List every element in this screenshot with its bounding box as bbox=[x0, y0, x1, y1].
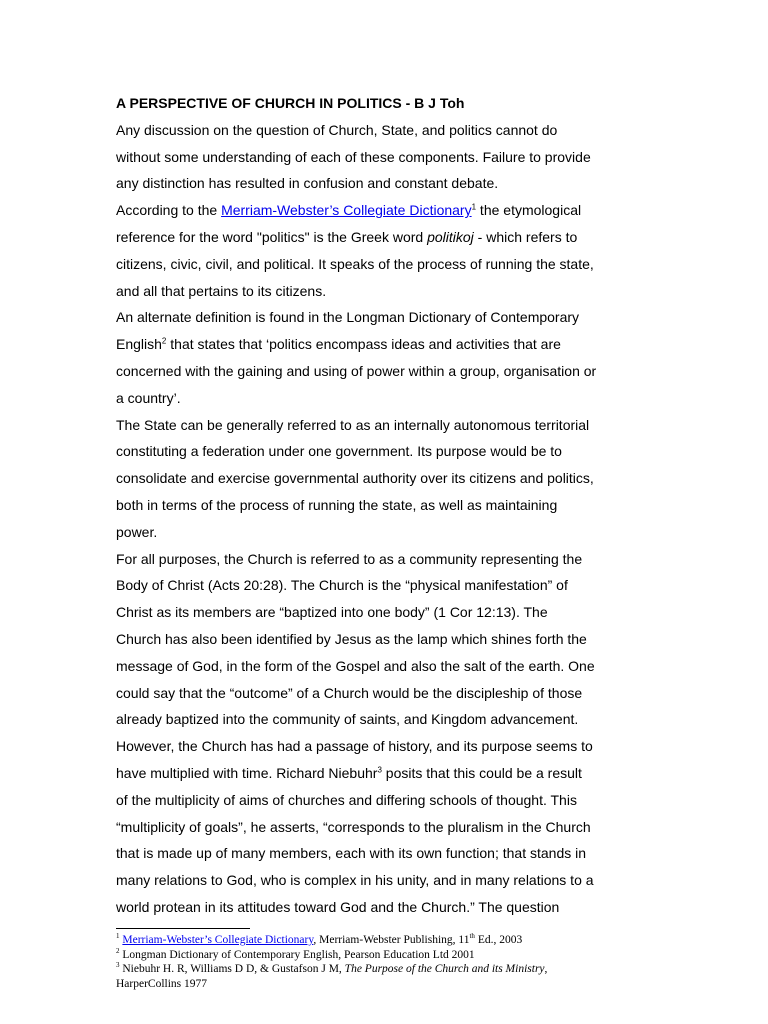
text-line: Any discussion on the question of Church, State, and politics cannot do bbox=[116, 121, 558, 138]
book-title: The Purpose of the Church and its Ministry bbox=[344, 963, 545, 975]
document-body bbox=[116, 90, 656, 921]
footnote-ref-3[interactable]: 3 bbox=[377, 765, 382, 775]
footnote-ordinal: th bbox=[469, 932, 475, 941]
text-line bbox=[116, 760, 656, 787]
text-line: concerned with the gaining and using of power within a group, organisation or bbox=[116, 362, 597, 379]
text-line: citizens, civic, civil, and political. It speaks of the process of running the state, bbox=[116, 255, 594, 272]
greek-term: politikoj bbox=[427, 228, 474, 245]
text-line: any distinction has resulted in confusion and constant debate. bbox=[116, 175, 499, 192]
footnote-text: , bbox=[544, 963, 548, 975]
footnote-number: 3 bbox=[116, 961, 120, 970]
footnote-number: 1 bbox=[116, 932, 120, 941]
text-line: constituting a federation under one government. Its purpose would be to bbox=[116, 443, 562, 460]
text-line: and all that pertains to its citizens. bbox=[116, 282, 327, 299]
text-line: both in terms of the process of running the state, as well as maintaining bbox=[116, 496, 558, 513]
footnote-ref-2[interactable]: 2 bbox=[161, 336, 167, 346]
text-line: without some understanding of each of these components. Failure to provide bbox=[116, 148, 591, 165]
text-line: a country’. bbox=[116, 389, 181, 406]
text-line: “multiplicity of goals”, he asserts, “corresponds to the pluralism in the Church bbox=[116, 818, 591, 835]
footnote-dictionary-link[interactable]: Merriam-Webster’s Collegiate Dictionary bbox=[122, 934, 314, 946]
text-run: the etymological bbox=[476, 202, 582, 219]
dictionary-link[interactable]: Merriam-Webster’s Collegiate Dictionary bbox=[221, 202, 472, 219]
text-run: According to the bbox=[116, 202, 222, 219]
text-line: that is made up of many members, each with its own function; that stands in bbox=[116, 845, 587, 862]
footnote-2 bbox=[116, 948, 656, 963]
text-line: could say that the “outcome” of a Church would be the discipleship of those bbox=[116, 684, 583, 701]
text-line: Body of Christ (Acts 20:28). The Church is the “physical manifestation” of bbox=[116, 577, 568, 594]
text-line: of the multiplicity of aims of churches and differing schools of thought. This bbox=[116, 791, 577, 808]
text-line bbox=[116, 224, 656, 251]
text-run: that states that ‘politics encompass ideas and activities that are bbox=[166, 336, 561, 353]
text-run: posits that this could be a result bbox=[381, 764, 582, 781]
footnote-separator bbox=[116, 928, 250, 929]
text-line: However, the Church has had a passage of history, and its purpose seems to bbox=[116, 738, 593, 755]
footnote-3 bbox=[116, 962, 656, 977]
text-run: have multiplied with time. Richard Niebuhr bbox=[116, 764, 378, 781]
footnote-3-continued: HarperCollins 1977 bbox=[116, 977, 208, 990]
footnote-text: Ed., 2003 bbox=[474, 934, 523, 946]
text-line: many relations to God, who is complex in his unity, and in many relations to a bbox=[116, 872, 594, 889]
footnote-text: Niebuhr H. R, Williams D D, & Gustafson J M, bbox=[119, 963, 345, 975]
text-line: message of God, in the form of the Gospel and also the salt of the earth. One bbox=[116, 657, 595, 674]
text-line bbox=[116, 331, 656, 358]
text-run: English bbox=[116, 336, 162, 353]
text-line: An alternate definition is found in the Longman Dictionary of Contemporary bbox=[116, 309, 580, 326]
footnote-text: , Merriam-Webster Publishing, 11 bbox=[313, 934, 470, 946]
footnote-ref-1[interactable]: 1 bbox=[471, 202, 477, 212]
text-line: Christ as its members are “baptized into one body” (1 Cor 12:13). The bbox=[116, 604, 548, 621]
text-line: Church has also been identified by Jesus as the lamp which shines forth the bbox=[116, 630, 587, 647]
text-line: consolidate and exercise governmental authority over its citizens and politics, bbox=[116, 470, 594, 487]
text-run: - which refers to bbox=[473, 228, 578, 245]
text-run: reference for the word "politics" is the Greek word bbox=[116, 228, 428, 245]
text-line: world protean in its attitudes toward God and the Church.” The question bbox=[116, 898, 560, 915]
text-line: already baptized into the community of saints, and Kingdom advancement. bbox=[116, 711, 579, 728]
footnote-number: 2 bbox=[116, 946, 120, 955]
text-line: The State can be generally referred to as an internally autonomous territorial bbox=[116, 416, 590, 433]
document-title: A PERSPECTIVE OF CHURCH IN POLITICS - B J Toh bbox=[116, 95, 465, 111]
text-line: power. bbox=[116, 523, 158, 540]
footnote-1 bbox=[116, 933, 656, 948]
footnotes bbox=[116, 933, 656, 991]
text-line bbox=[116, 197, 656, 224]
footnote-text: Longman Dictionary of Contemporary English, Pearson Education Ltd 2001 bbox=[119, 948, 475, 961]
text-line: For all purposes, the Church is referred to as a community representing the bbox=[116, 550, 583, 567]
